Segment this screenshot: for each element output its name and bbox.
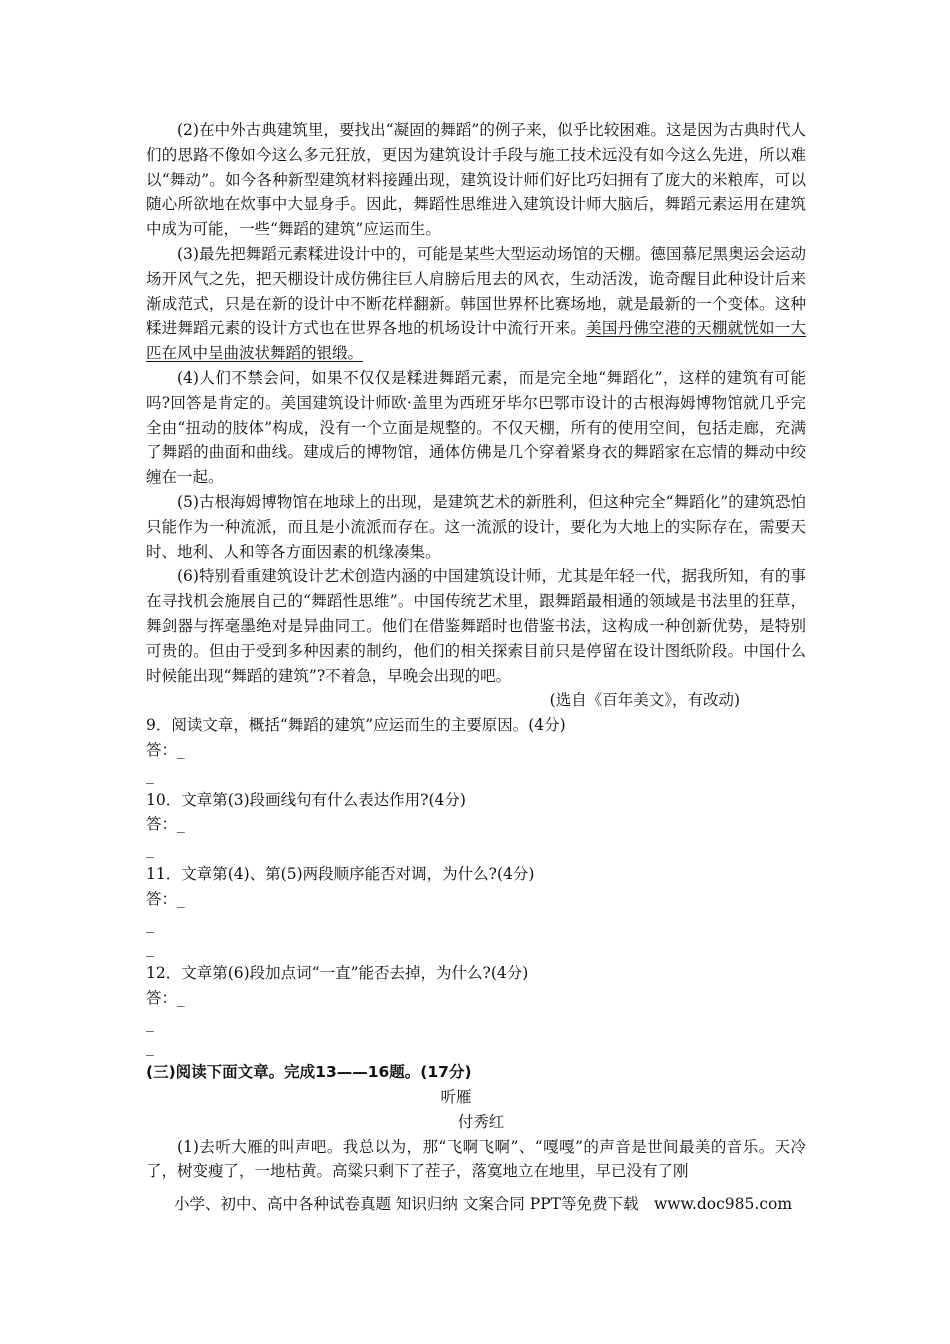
paragraph-5: (5)古根海姆博物馆在地球上的出现，是建筑艺术的新胜利，但这种完全“舞蹈化”的建筑恐怕只能作为一种流派，而且是小流派而存在。这一流派的设计，要化为大地上的实际存在，需要天时、地利、人和等各方面因素的机缘凑集。 bbox=[146, 492, 806, 561]
answer-line: _ bbox=[146, 1013, 154, 1032]
answer-10: 答：_ bbox=[146, 815, 185, 834]
answer-12: 答：_ bbox=[146, 988, 185, 1007]
section-3-heading: (三)阅读下面文章。完成13——16题。(17分) bbox=[146, 1063, 472, 1082]
answer-line: _ bbox=[146, 765, 154, 784]
source-note: (选自《百年美文》，有改动) bbox=[549, 691, 740, 710]
paragraph-6: (6)特别看重建筑设计艺术创造内涵的中国建筑设计师，尤其是年轻一代，据我所知，有的事在寻找机会施展自己的“舞蹈性思维”。中国传统艺术里，跟舞蹈最相通的领域是书法里的狂草，舞剑器与挥毫墨绝对是异曲同工。他们在借鉴舞蹈时也借鉴书法，这构成一种创新优势，是特别可贵的。但由于受到多种因素的制约，他们的相关探索目前只是停留在设计图纸阶段。中国什么时候能出现“舞蹈的建筑”?不着急，早晚会出现的吧。 bbox=[146, 567, 806, 685]
question-12: 12．文章第(6)段加点词“一直”能否去掉，为什么?(4分) bbox=[146, 964, 529, 983]
page-footer: 小学、初中、高中各种试卷真题 知识归纳 文案合同 PPT等免费下载 www.doc985.com bbox=[174, 1195, 793, 1213]
article-author: 付秀红 bbox=[457, 1112, 505, 1131]
answer-11: 答：_ bbox=[146, 889, 185, 908]
paragraph-4: (4)人们不禁会问，如果不仅仅是糅进舞蹈元素，而是完全地“舞蹈化”，这样的建筑有可能吗?回答是肯定的。美国建筑设计师欧·盖里为西班牙毕尔巴鄂市设计的古根海姆博物馆就几乎完全由“扭动的肢体”构成，没有一个立面是规整的。不仅天棚，所有的使用空间，包括走廊，充满了舞蹈的曲面和曲线。建成后的博物馆，通体仿佛是几个穿着紧身衣的舞蹈家在忘情的舞动中绞缠在一起。 bbox=[146, 368, 806, 487]
answer-line: _ bbox=[146, 914, 154, 933]
paragraph-3-text: (3)最先把舞蹈元素糅进设计中的，可能是某些大型运动场馆的天棚。德国慕尼黑奥运会运动场开风气之先，把天棚设计成仿佛往巨人肩膀后甩去的风衣，生动活泼，诡奇醒目此种设计后来渐成范式，只是在新的设计中不断花样翻新。韩国世界杯比赛场地，就是最新的一个变体。这种糅进舞蹈元素的设计方式也在世界各地的机场设计中流行开来。 bbox=[146, 244, 806, 338]
question-11: 11．文章第(4)、第(5)两段顺序能否对调，为什么?(4分) bbox=[146, 864, 535, 883]
article-title: 听雁 bbox=[440, 1088, 472, 1107]
answer-line: _ bbox=[146, 1038, 154, 1057]
answer-9: 答：_ bbox=[146, 740, 185, 759]
answer-line: _ bbox=[146, 840, 154, 859]
document-page bbox=[146, 118, 806, 1184]
question-10: 10．文章第(3)段画线句有什么表达作用?(4分) bbox=[146, 790, 466, 809]
section-3-paragraph-1: (1)去听大雁的叫声吧。我总以为，那“飞啊飞啊”、“嘎嘎”的声音是世间最美的音乐。天冷了，树变瘦了，一地枯黄。高粱只剩下了茬子，落寞地立在地里，早已没有了刚 bbox=[146, 1137, 806, 1181]
paragraph-3 bbox=[146, 242, 806, 366]
paragraph-2: (2)在中外古典建筑里，要找出“凝固的舞蹈”的例子来，似乎比较困难。这是因为古典时代人们的思路不像如今这么多元狂放，更因为建筑设计手段与施工技术远没有如今这么先进，所以难以“舞动”。如今各种新型建筑材料接踵出现，建筑设计师们好比巧妇拥有了庞大的米粮库，可以随心所欲地在炊事中大显身手。因此，舞蹈性思维进入建筑设计师大脑后，舞蹈元素运用在建筑中成为可能，一些“舞蹈的建筑”应运而生。 bbox=[146, 121, 806, 239]
question-9: 9．阅读文章，概括“舞蹈的建筑”应运而生的主要原因。(4分) bbox=[146, 716, 566, 735]
underlined-sentence: 美国丹佛空港的天棚就恍如一大匹在风中呈曲波状舞蹈的银缎。 bbox=[146, 319, 806, 363]
answer-line: _ bbox=[146, 939, 154, 958]
